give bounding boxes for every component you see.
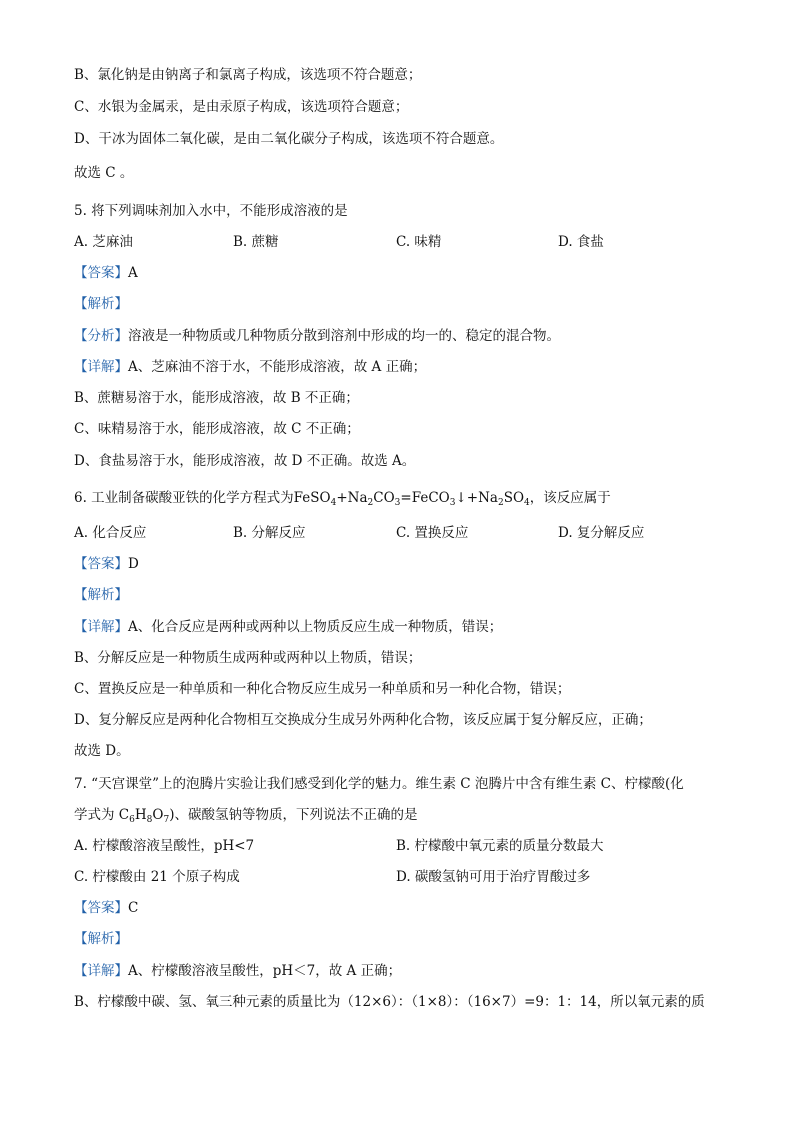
q6-answer-value: D	[128, 556, 139, 572]
q5-fenxi-text: 溶液是一种物质或几种物质分散到溶剂中形成的均一的、稳定的混合物。	[128, 328, 560, 344]
q7-option-b: B. 柠檬酸中氧元素的质量分数最大	[396, 838, 604, 854]
q5-detail-a-text: A、芝麻油不溶于水，不能形成溶液，故 A 正确；	[128, 359, 427, 375]
q7-answer-value: C	[128, 900, 139, 916]
q6-option-c: C. 置换反应	[396, 525, 469, 541]
q6-stem-suffix: ，该反应属于	[529, 490, 611, 506]
q6-eq-product2: SO	[503, 490, 525, 506]
q6-answer-tag: 【答案】	[74, 556, 128, 572]
q6-detail-line-c: C、置换反应是一种单质和一种化合物反应生成另一种单质和另一种化合物，错误；	[74, 681, 571, 697]
q6-stem-prefix: 6. 工业制备碳酸亚铁的化学方程式为	[74, 490, 294, 506]
q6-eq-sub: 2	[497, 498, 504, 508]
q5-answer-tag: 【答案】	[74, 265, 128, 281]
q5-analysis-line	[74, 293, 734, 315]
q5-option-a: A. 芝麻油	[74, 234, 133, 250]
q5-detail-line-a	[74, 356, 734, 378]
q6-detail-a-text: A、化合反应是两种或两种以上物质反应生成一种物质，错误；	[128, 619, 503, 635]
q7-formula-sub: 6	[129, 815, 135, 825]
q6-option-a: A. 化合反应	[74, 525, 147, 541]
q5-detail-line-d: D、食盐易溶于水，能形成溶液，故 D 不正确。故选 A。	[74, 453, 416, 469]
q5-analysis-tag: 【解析】	[74, 296, 128, 312]
q7-detail-line-b: B、柠檬酸中碳、氢、氧三种元素的质量比为（12×6）：（1×8）：（16×7）=9：1：14，所以氧元素的质	[74, 994, 705, 1010]
q6-detail-line-b: B、分解反应是一种物质生成两种或两种以上物质，错误；	[74, 650, 422, 666]
q7-analysis-tag: 【解析】	[74, 931, 128, 947]
q6-eq-plus1: +Na	[336, 490, 368, 506]
q7-formula-element: O	[152, 807, 164, 823]
q6-eq-sub: 3	[394, 498, 401, 508]
q6-analysis-line	[74, 584, 734, 606]
q6-conclusion: 故选 D。	[74, 743, 130, 759]
q7-formula-element: H	[134, 807, 147, 823]
q7-detail-line-a	[74, 960, 734, 982]
q5-option-c: C. 味精	[396, 234, 442, 250]
q7-detail-a-text: A、柠檬酸溶液呈酸性，pH＜7，故 A 正确；	[128, 963, 402, 979]
q7-formula-sub: 7	[163, 815, 170, 825]
q6-answer-line	[74, 553, 734, 575]
q7-option-c: C. 柠檬酸由 21 个原子构成	[74, 869, 240, 885]
intro-line-c: C、水银为金属汞，是由汞原子构成，该选项符合题意；	[74, 99, 409, 115]
q7-detail-tag: 【详解】	[74, 963, 128, 979]
q6-stem	[74, 487, 734, 514]
q5-option-b: B. 蔗糖	[233, 234, 279, 250]
q6-detail-line-d: D、复分解反应是两种化合物相互交换成分生成另外两种化合物，该反应属于复分解反应，正确；	[74, 712, 652, 728]
q6-eq-reactant2: CO	[373, 490, 395, 506]
q7-stem-line1: 7. “天宫课堂”上的泡腾片实验让我们感受到化学的魅力。维生素 C 泡腾片中含有维生素 C、柠檬酸(化	[74, 776, 684, 792]
q5-stem: 5. 将下列调味剂加入水中，不能形成溶液的是	[74, 203, 348, 219]
q5-fenxi-line	[74, 325, 734, 347]
q6-analysis-tag: 【解析】	[74, 587, 128, 603]
q7-option-d: D. 碳酸氢钠可用于治疗胃酸过多	[396, 869, 591, 885]
q6-equation	[294, 490, 530, 506]
q6-detail-line-a	[74, 616, 734, 638]
q7-answer-tag: 【答案】	[74, 900, 128, 916]
q6-eq-plus2: +Na	[466, 490, 498, 506]
q5-detail-line-b: B、蔗糖易溶于水，能形成溶液，故 B 不正确；	[74, 390, 359, 406]
q6-eq-reactant1: FeSO	[293, 490, 331, 506]
q5-answer-line	[74, 262, 734, 284]
q6-eq-sub: 4	[524, 498, 530, 508]
q6-option-b: B. 分解反应	[233, 525, 306, 541]
intro-line-conclusion: 故选 C 。	[74, 165, 134, 181]
q7-stem-line2	[74, 804, 734, 831]
q7-stem-prefix: 学式为 C	[74, 807, 130, 823]
q7-analysis-line	[74, 928, 734, 950]
q6-eq-product1: =FeCO	[400, 490, 450, 506]
intro-line-b: B、氯化钠是由钠离子和氯离子构成，该选项不符合题意；	[74, 67, 422, 83]
q6-eq-sub: 2	[367, 498, 374, 508]
q7-formula-sub: 8	[146, 815, 153, 825]
q6-option-d: D. 复分解反应	[558, 525, 645, 541]
q7-stem-suffix: )、碳酸氢钠等物质，下列说法不正确的是	[169, 807, 418, 823]
q6-eq-sub: 3	[449, 498, 456, 508]
q5-fenxi-tag: 【分析】	[74, 328, 128, 344]
q6-eq-sub: 4	[330, 498, 337, 508]
q5-option-d: D. 食盐	[558, 234, 604, 250]
q5-answer-value: A	[128, 265, 138, 281]
precipitate-arrow-icon: ↓	[455, 490, 467, 506]
q7-option-a: A. 柠檬酸溶液呈酸性，pH<7	[74, 838, 255, 854]
intro-line-d: D、干冰为固体二氧化碳，是由二氧化碳分子构成，该选项不符合题意。	[74, 131, 504, 147]
q7-answer-line	[74, 897, 734, 919]
q6-detail-tag: 【详解】	[74, 619, 128, 635]
q5-detail-line-c: C、味精易溶于水，能形成溶液，故 C 不正确；	[74, 421, 360, 437]
q5-detail-tag: 【详解】	[74, 359, 128, 375]
